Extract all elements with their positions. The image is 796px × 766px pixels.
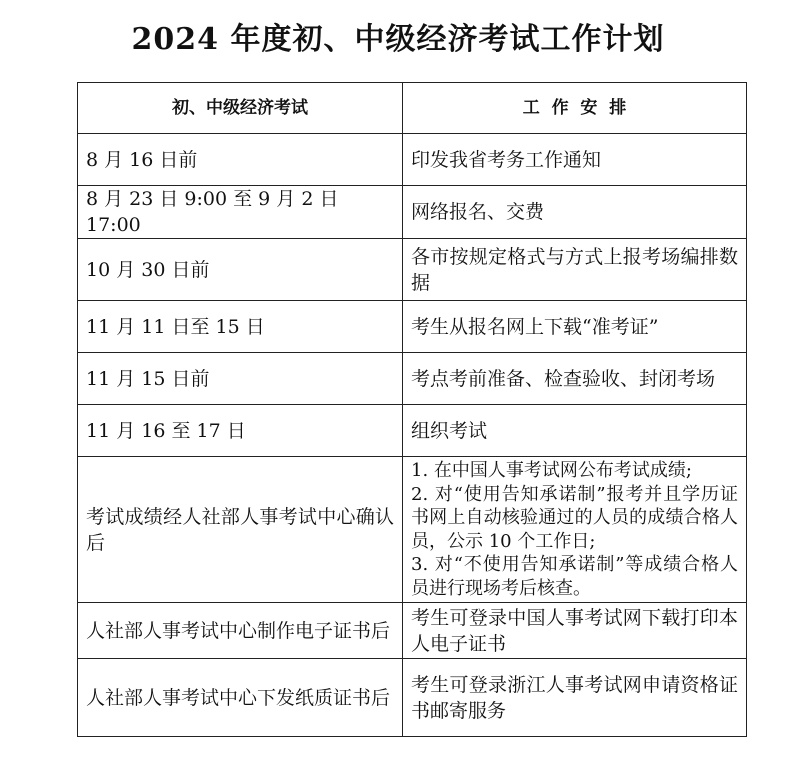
time-cell: 8 月 23 日 9:00 至 9 月 2 日 17:00 xyxy=(78,186,403,239)
time-cell: 10 月 30 日前 xyxy=(78,239,403,301)
task-cell: 考点考前准备、检查验收、封闭考场 xyxy=(403,353,747,405)
task-cell: 组织考试 xyxy=(403,405,747,457)
table-header-row xyxy=(78,83,747,134)
task-item: 3. 对“不使用告知承诺制”等成绩合格人员进行现场考后核查。 xyxy=(411,554,738,599)
table-row xyxy=(78,301,747,353)
time-cell: 11 月 11 日至 15 日 xyxy=(78,301,403,353)
table-row xyxy=(78,353,747,405)
time-cell: 11 月 15 日前 xyxy=(78,353,403,405)
header-arrangement: 工 作 安 排 xyxy=(403,83,747,134)
header-exam: 初、中级经济考试 xyxy=(78,83,403,134)
task-cell xyxy=(403,457,747,603)
time-cell: 考试成绩经人社部人事考试中心确认后 xyxy=(78,457,403,603)
table-row xyxy=(78,405,747,457)
task-cell: 印发我省考务工作通知 xyxy=(403,134,747,186)
table-row xyxy=(78,186,747,239)
task-item: 2. 对“使用告知承诺制”报考并且学历证书网上自动核验通过的人员的成绩合格人员，公示 10 个工作日; xyxy=(411,483,738,552)
table-row xyxy=(78,659,747,737)
time-cell: 人社部人事考试中心制作电子证书后 xyxy=(78,603,403,659)
task-cell: 考生从报名网上下载“准考证” xyxy=(403,301,747,353)
task-cell: 各市按规定格式与方式上报考场编排数据 xyxy=(403,239,747,301)
task-cell: 考生可登录中国人事考试网下载打印本人电子证书 xyxy=(403,603,747,659)
task-cell: 网络报名、交费 xyxy=(403,186,747,239)
task-cell: 考生可登录浙江人事考试网申请资格证书邮寄服务 xyxy=(403,659,747,737)
document-title: 2024 年度初、中级经济考试工作计划 xyxy=(131,22,665,57)
table-row xyxy=(78,239,747,301)
table-row xyxy=(78,457,747,603)
task-item: 1. 在中国人事考试网公布考试成绩; xyxy=(411,460,692,481)
table-row xyxy=(78,603,747,659)
table-row xyxy=(78,134,747,186)
time-cell: 11 月 16 至 17 日 xyxy=(78,405,403,457)
exam-schedule-table xyxy=(77,82,747,737)
time-cell: 人社部人事考试中心下发纸质证书后 xyxy=(78,659,403,737)
time-cell: 8 月 16 日前 xyxy=(78,134,403,186)
